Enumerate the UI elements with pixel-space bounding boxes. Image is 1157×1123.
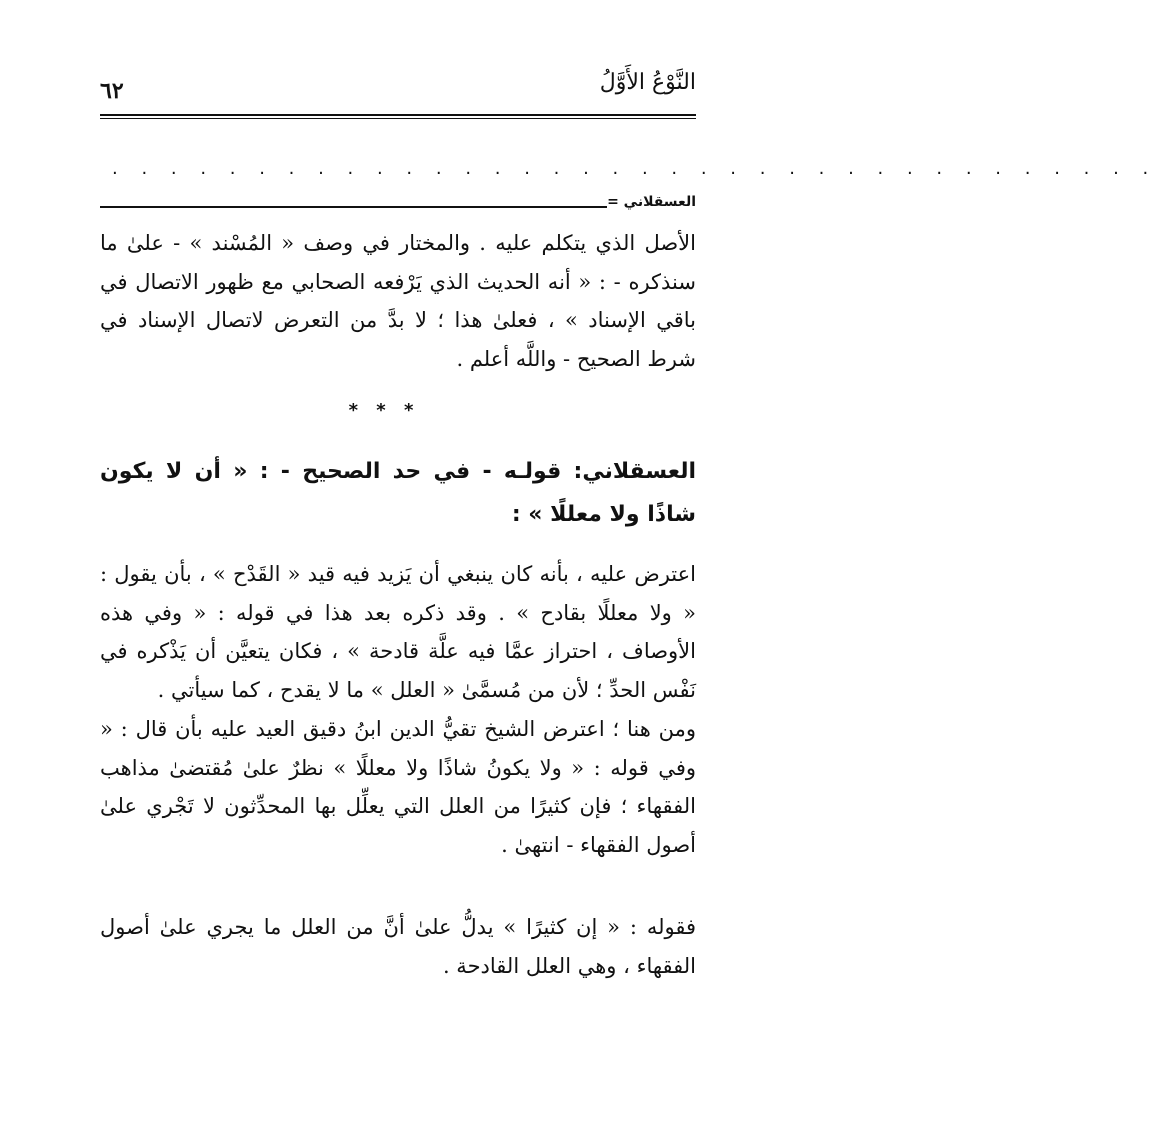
paragraph-text: فقوله : « إن كثيرًا » يدلُّ علىٰ أنَّ من العلل ما يجري علىٰ أصول الفقهاء ، وهي العلل القادحة . xyxy=(100,915,696,978)
header-rule-thick xyxy=(100,114,696,116)
paragraph-text: اعترض عليه ، بأنه كان ينبغي أن يَزيد فيه قيد « القَدْح » ، بأن يقول : « ولا معللًا بقادح » . وقد ذكره بعد هذا في قوله : « وفي هذه الأوصاف ، احتراز عمَّا فيه علَّة قادحة » ، فكان يتعيَّن أن يَذْكره في نَفْس الحدِّ ؛ لأن من مُسمَّىٰ « العلل » ما لا يقدح ، كما سيأتي . xyxy=(100,562,696,702)
footnote-marker: العسقلاني = xyxy=(607,194,696,210)
paragraph-2 xyxy=(100,710,696,864)
section-separator: * * * xyxy=(348,400,420,421)
dot-leader: . . . . . . . . . . . . . . . . . . . . . . . . . . . . . . . . . . . . xyxy=(112,158,1157,179)
page-header xyxy=(100,66,696,116)
page-number: ٦٢ xyxy=(100,78,124,104)
paragraph-3 xyxy=(100,908,696,985)
continuation-paragraph xyxy=(100,224,696,378)
continuation-text: الأصل الذي يتكلم عليه . والمختار في وصف « المُسْند » - علىٰ ما سنذكره - : « أنه الحديث الذي يَرْفعه الصحابي مع ظهور الاتصال في باقي الإسناد » ، فعلىٰ هذا ؛ لا بدَّ من التعرض لاتصال الإسناد في شرط الصحيح - واللَّه أعلم . xyxy=(100,231,696,371)
paragraph-text: ومن هنا ؛ اعترض الشيخ تقيُّ الدين ابنُ دقيق العيد عليه بأن قال : « وفي قوله : « ولا يكونُ شاذًا ولا معللًا » نظرٌ علىٰ مُقتضىٰ مذاهب الفقهاء ؛ فإن كثيرًا من العلل التي يعلِّل بها المحدِّثون لا تَجْري علىٰ أصول الفقهاء - انتهىٰ . xyxy=(100,717,696,857)
footnote-rule xyxy=(100,206,607,208)
section-heading: العسقلاني: قولـه - في حد الصحيح - : « أن لا يكون شاذًا ولا معللًا » : xyxy=(100,459,696,527)
paragraph-1 xyxy=(100,555,696,709)
header-rule-thin xyxy=(100,118,696,119)
running-title: النَّوْعُ الأَوَّلُ xyxy=(599,70,696,95)
